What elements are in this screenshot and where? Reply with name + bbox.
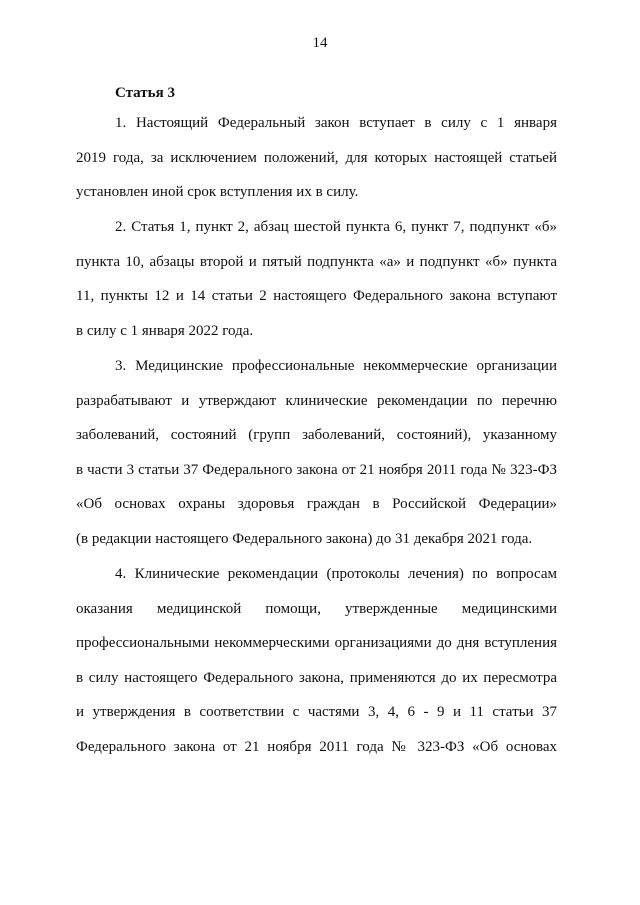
paragraph-2 xyxy=(76,217,557,355)
paragraph-line: «Об основах охраны здоровья граждан в Российской Федерации» xyxy=(76,496,557,512)
page-number: 14 xyxy=(312,35,328,51)
paragraph-line: 1. Настоящий Федеральный закон вступает в силу с 1 января xyxy=(115,115,557,131)
paragraph-line: 2019 года, за исключением положений, для которых настоящей статьей xyxy=(76,149,557,166)
paragraph-line: Федерального закона от 21 ноября 2011 года № 323-ФЗ «Об основах xyxy=(76,738,557,755)
paragraph-line: в силу настоящего Федерального закона, применяются до их пересмотра xyxy=(76,669,557,686)
paragraph-line: и утверждения в соответствии с частями 3, 4, 6 - 9 и 11 статьи 37 xyxy=(76,704,557,720)
paragraph-line: 3. Медицинские профессиональные некоммерческие организации xyxy=(115,358,557,374)
paragraph-line: в части 3 статьи 37 Федерального закона от 21 ноября 2011 года № 323-ФЗ xyxy=(76,461,557,478)
paragraph-1 xyxy=(76,113,557,217)
paragraph-line: 11, пункты 12 и 14 статьи 2 настоящего Федерального закона вступают xyxy=(76,288,557,304)
paragraph-line: 4. Клинические рекомендации (протоколы лечения) по вопросам xyxy=(115,566,557,582)
paragraph-line: разрабатывают и утверждают клинические рекомендации по перечню xyxy=(76,392,557,409)
article-heading: Статья 3 xyxy=(115,85,175,101)
paragraph-line: пункта 10, абзацы второй и пятый подпункта «а» и подпункт «б» пункта xyxy=(76,253,557,270)
paragraph-line: оказания медицинской помощи, утвержденные медицинскими xyxy=(76,600,557,617)
paragraph-line: 2. Статья 1, пункт 2, абзац шестой пункта 6, пункт 7, подпункт «б» xyxy=(115,219,557,235)
paragraph-line: профессиональными некоммерческими организациями до дня вступления xyxy=(76,635,557,651)
paragraph-line: заболеваний, состояний (групп заболеваний, состояний), указанному xyxy=(76,427,557,443)
paragraph-line: (в редакции настоящего Федерального закона) до 31 декабря 2021 года. xyxy=(76,530,533,547)
paragraph-3 xyxy=(76,356,557,563)
paragraph-line: в силу с 1 января 2022 года. xyxy=(76,322,254,339)
paragraph-4 xyxy=(76,564,557,771)
paragraph-line: установлен иной срок вступления их в силу. xyxy=(76,184,359,200)
